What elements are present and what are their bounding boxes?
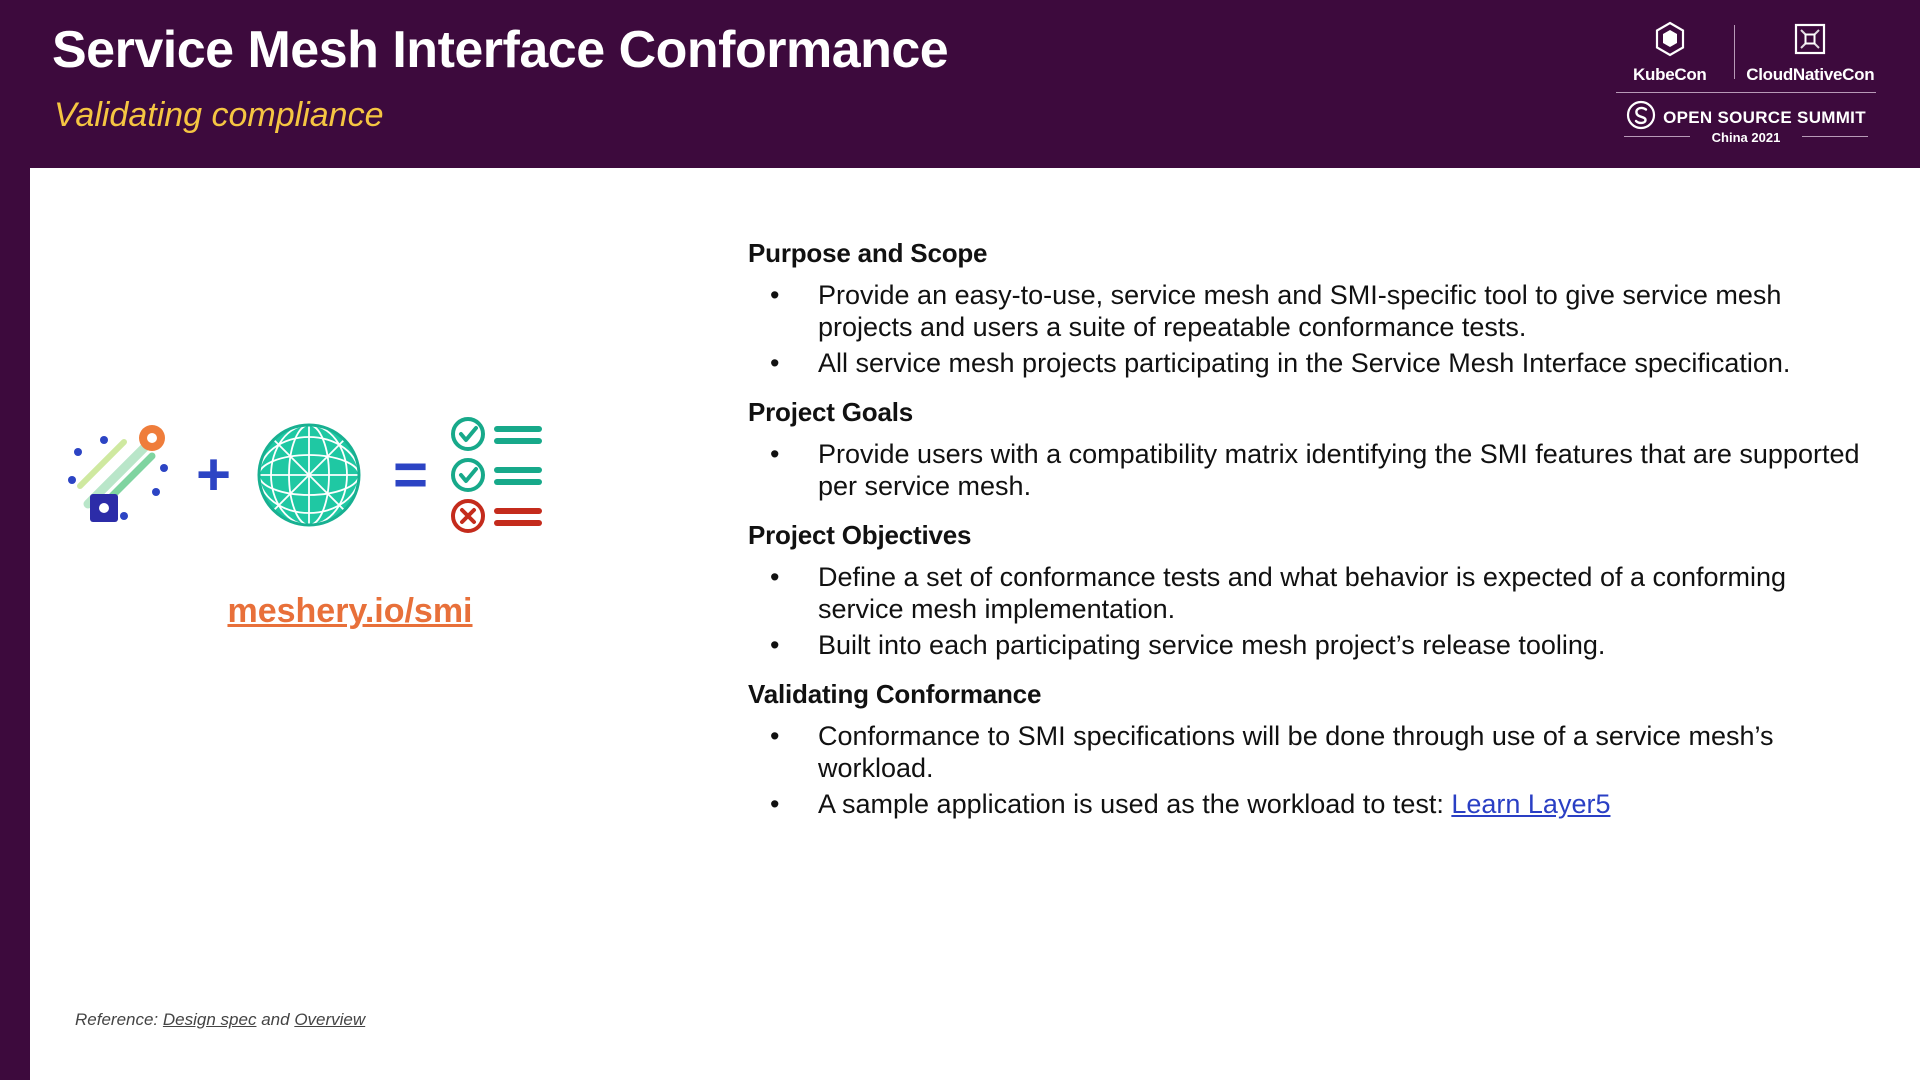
list-item-text: Define a set of conformance tests and what behavior is expected of a conforming service mesh implementation. [818, 562, 1787, 624]
bullet-list [748, 720, 1868, 820]
list-item-text: Conformance to SMI specifications will be done through use of a service mesh’s workload. [818, 721, 1774, 783]
bullet-list [748, 561, 1868, 661]
meshery-smi-link[interactable]: meshery.io/smi [227, 592, 473, 630]
cloudnativecon-label: CloudNativeCon [1746, 64, 1875, 84]
list-item [748, 788, 1868, 820]
smi-globe-icon [249, 415, 369, 535]
learn-layer5-link[interactable]: Learn Layer5 [1451, 789, 1611, 819]
kubernetes-helm-icon [1616, 20, 1724, 63]
content-column [748, 238, 1868, 838]
list-item-text: All service mesh projects participating in the Service Mesh Interface specification. [818, 348, 1791, 378]
open-source-summit-label: OPEN SOURCE SUMMIT [1663, 107, 1866, 127]
plus-operator: + [196, 441, 232, 508]
event-logo-lockup [1616, 12, 1876, 152]
section-project-objectives [748, 520, 1868, 661]
equation-graphic [60, 400, 700, 550]
bullet-dot: • [770, 562, 780, 592]
section-heading: Validating Conformance [748, 679, 1042, 709]
event-year-label: China 2021 [1711, 130, 1781, 145]
list-item [748, 720, 1868, 784]
reference-conjunction: and [261, 1010, 290, 1029]
page-title: Service Mesh Interface Conformance [52, 21, 949, 79]
kubecon-logo [1616, 20, 1724, 85]
list-item-text: Provide an easy-to-use, service mesh and SMI-specific tool to give service mesh projects and users a suite of repeatable conformance tests. [818, 280, 1782, 342]
reference-prefix: Reference: [75, 1010, 159, 1029]
reference-footnote [75, 1010, 365, 1030]
section-project-goals [748, 397, 1868, 502]
slide-header [0, 0, 1920, 168]
logo-horizontal-rule [1616, 92, 1876, 93]
kubecon-label: KubeCon [1633, 64, 1707, 84]
bullet-list [748, 438, 1868, 502]
bullet-dot: • [770, 789, 780, 819]
section-heading: Purpose and Scope [748, 238, 988, 268]
reference-design-spec-link[interactable]: Design spec [162, 1010, 257, 1029]
bullet-dot: • [770, 721, 780, 751]
section-heading: Project Objectives [748, 520, 972, 550]
section-heading: Project Goals [748, 397, 914, 427]
list-item [748, 438, 1868, 502]
section-validating-conformance [748, 679, 1868, 820]
reference-overview-link[interactable]: Overview [294, 1010, 366, 1029]
logo-divider [1734, 25, 1735, 79]
bullet-list [748, 279, 1868, 379]
list-item [748, 629, 1868, 661]
cloudnativecon-logo [1745, 20, 1876, 85]
bullet-dot: • [770, 439, 780, 469]
list-item-text: Built into each participating service mesh project’s release tooling. [818, 630, 1606, 660]
bullet-dot: • [770, 280, 780, 310]
meshery-logo-icon [60, 416, 178, 534]
list-item [748, 347, 1868, 379]
list-item [748, 561, 1868, 625]
bullet-dot: • [770, 348, 780, 378]
logo-top-row [1616, 16, 1876, 88]
page-subtitle: Validating compliance [54, 96, 384, 134]
equals-operator: = [393, 441, 429, 508]
list-item-text: Provide users with a compatibility matrix identifying the SMI features that are supported per service mesh. [818, 439, 1860, 501]
list-item [748, 279, 1868, 343]
cncf-cube-icon [1745, 20, 1876, 63]
bullet-dot: • [770, 630, 780, 660]
section-purpose-and-scope [748, 238, 1868, 379]
left-graphic-column [30, 220, 750, 920]
conformance-results-icon [450, 416, 560, 534]
list-item-text: A sample application is used as the workload to test: [818, 789, 1452, 819]
